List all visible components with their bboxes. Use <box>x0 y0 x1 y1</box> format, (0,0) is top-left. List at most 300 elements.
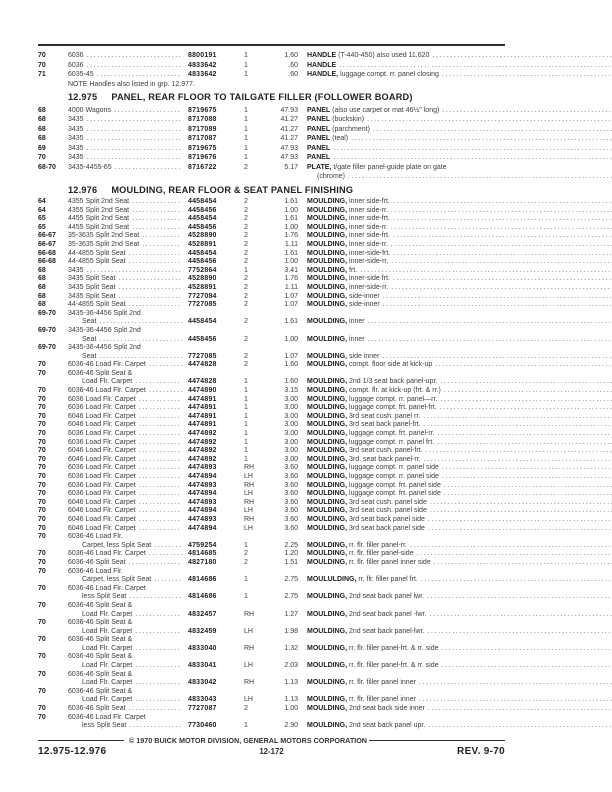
row-description <box>298 125 612 135</box>
row-price: 3.00 <box>284 412 298 420</box>
row-model <box>68 464 188 473</box>
row-description-detail: compt. flr. at kick-up (frt. & rr.) <box>347 387 441 395</box>
row-description-noun: PANEL <box>307 116 331 123</box>
dot-leader <box>118 275 182 284</box>
row-description-line <box>307 318 612 327</box>
row-years: 70 <box>38 430 46 438</box>
dot-leader <box>383 293 612 302</box>
row-qty: 1 <box>244 447 248 455</box>
table-row <box>38 413 505 422</box>
row-model <box>68 533 188 550</box>
row-price: 1.20 <box>284 550 298 558</box>
row-description-line <box>307 705 612 714</box>
dot-leader <box>417 550 612 559</box>
table-row <box>38 602 505 619</box>
table-row <box>38 550 505 559</box>
row-qty: RH <box>244 498 255 506</box>
row-description-detail: side inner <box>347 352 380 360</box>
dot-leader <box>442 473 612 482</box>
row-description-line <box>307 490 612 499</box>
row-description-detail: 3rd seat cush. panel side <box>347 498 427 506</box>
row-description <box>298 439 612 448</box>
row-model <box>68 559 188 568</box>
row-model-text: 6036-46 Load Flr. Carpet <box>68 387 146 395</box>
row-qty: 2 <box>244 335 248 343</box>
row-model-line <box>68 473 182 482</box>
row-qty: 2 <box>244 258 248 266</box>
copyright-text: © 1970 BUICK MOTOR DIVISION, GENERAL MOTORS CORPORATION <box>129 736 367 745</box>
row-description <box>298 198 612 207</box>
dot-leader <box>428 516 612 525</box>
row-price: 3.00 <box>284 395 298 403</box>
row-description-noun: MOULDING, <box>307 198 348 205</box>
row-qty: 2 <box>244 361 248 369</box>
row-years: 70 <box>38 473 46 480</box>
section-rows <box>38 198 505 731</box>
row-part-number: 8716722 <box>188 163 217 171</box>
row-qty: 2 <box>244 223 248 231</box>
row-price: 47.93 <box>280 106 298 114</box>
row-description-line <box>307 550 612 559</box>
row-qty: 2 <box>244 301 248 309</box>
row-description-line <box>307 628 612 637</box>
row-part-number: 4474892 <box>188 438 217 446</box>
row-description-noun: PANEL <box>307 154 331 161</box>
row-model-text: 6046 Load Flr. Carpet <box>68 515 136 523</box>
row-model-text: 6036-46 Load Flr. Carpet <box>68 361 146 369</box>
row-description-detail: inner side-frt. <box>347 198 390 205</box>
row-years: 70 <box>38 455 46 463</box>
row-description <box>298 628 612 637</box>
row-model-text: 4455 Split 2nd Seat <box>68 215 130 223</box>
table-row <box>38 370 505 387</box>
dot-leader <box>421 576 612 585</box>
row-description-detail: inner side-rr. <box>347 206 388 214</box>
section-title: MOULDING, REAR FLOOR & SEAT PANEL FINISHING <box>111 184 354 195</box>
row-description-line <box>307 542 612 551</box>
row-qty: 1 <box>244 52 248 59</box>
row-part-number: 4474891 <box>188 404 217 412</box>
table-row <box>38 636 505 653</box>
row-qty: 1 <box>244 404 248 412</box>
row-model-line <box>68 430 182 439</box>
dot-leader <box>368 336 612 345</box>
row-qty: 1 <box>244 387 248 395</box>
dot-leader <box>424 456 612 465</box>
row-description-detail: side-inner <box>347 292 380 300</box>
table-row <box>38 559 505 568</box>
row-description <box>298 378 612 387</box>
row-description-line <box>307 125 612 135</box>
row-model-text: 3435-36-4456 Split 2nd <box>68 326 141 334</box>
row-description <box>298 134 612 144</box>
row-price: 1.60 <box>284 378 298 386</box>
row-price: 1.61 <box>284 318 298 326</box>
row-description <box>298 430 612 439</box>
row-description-noun: MOULDING, <box>307 266 348 274</box>
row-model-line <box>68 163 182 173</box>
row-model-text: 44-4855 Split Seat <box>68 249 126 257</box>
row-model-line-2 <box>68 336 182 345</box>
row-model <box>68 61 188 71</box>
row-description-detail: rr. flr. filler panel frt. <box>356 576 418 584</box>
dot-leader <box>139 507 182 516</box>
row-years: 70 <box>38 52 46 59</box>
table-row <box>38 525 505 534</box>
row-part-number: 4458454 <box>188 318 217 326</box>
table-row <box>38 430 505 439</box>
row-description-noun: MOULDING, <box>307 627 348 635</box>
row-description <box>298 336 612 345</box>
row-years: 70 <box>38 404 46 412</box>
row-description-line <box>307 115 612 125</box>
row-model-line <box>68 456 182 465</box>
note-line: NOTE Handles also listed in grp. 12.977. <box>68 80 195 88</box>
row-model-text: 6035-45 <box>68 71 94 78</box>
row-description <box>298 387 612 396</box>
row-model-text: 3435-36-4456 Split 2nd <box>68 309 141 317</box>
footer-revision: REV. 9-70 <box>457 746 505 757</box>
row-description <box>298 464 612 473</box>
row-model-text: 6036 Load Flr. Carpet <box>68 481 136 489</box>
row-price: 3.15 <box>284 387 298 395</box>
dot-leader <box>444 387 612 396</box>
row-qty: LH <box>244 490 253 498</box>
row-part-number: 4474891 <box>188 421 217 429</box>
dot-leader <box>115 163 182 173</box>
row-qty: 2 <box>244 705 248 713</box>
row-description-detail: (parchment) <box>330 125 370 133</box>
dot-leader <box>393 250 612 259</box>
row-model-line <box>68 144 182 154</box>
row-model <box>68 241 188 250</box>
row-model <box>68 70 188 80</box>
row-description-line <box>307 525 612 534</box>
row-years: 64 <box>38 198 46 205</box>
row-price: 1.61 <box>284 198 298 205</box>
row-model-text-2: Load Flr. Carpet <box>82 696 133 704</box>
row-model <box>68 284 188 293</box>
row-model-line <box>68 507 182 516</box>
row-description <box>298 593 612 602</box>
table-row <box>38 499 505 508</box>
row-description-noun: MOULDING, <box>307 550 348 558</box>
row-description <box>298 258 612 267</box>
row-years: 68 <box>38 116 46 123</box>
row-model-line <box>68 413 182 422</box>
row-description <box>298 404 612 413</box>
row-model <box>68 293 188 302</box>
row-description-detail: 3rd seat cush. panel rr. <box>347 412 421 420</box>
dot-leader <box>142 232 182 241</box>
row-qty: RH <box>244 679 255 687</box>
row-model-line <box>68 250 182 259</box>
row-description <box>298 482 612 491</box>
row-price: 1.13 <box>284 696 298 704</box>
row-model-text-2: less Split Seat <box>82 722 127 730</box>
row-description-detail: rr. flr. filler panel inner <box>347 696 416 704</box>
row-part-number: 4832459 <box>188 627 217 635</box>
dot-leader <box>391 258 612 267</box>
row-years: 65 <box>38 215 46 223</box>
row-part-number: 4474891 <box>188 412 217 420</box>
table-row <box>38 653 505 670</box>
row-description-noun: MOULDING, <box>307 515 348 523</box>
row-years: 66-67 <box>38 232 56 240</box>
row-model-text: 6046 Load Flr. Carpet <box>68 447 136 455</box>
row-price: 41.27 <box>280 135 298 142</box>
row-description-line <box>307 258 612 267</box>
row-years: 70 <box>38 490 46 498</box>
dot-leader <box>427 593 612 602</box>
dot-leader <box>393 215 612 224</box>
row-qty: 2 <box>244 292 248 300</box>
dot-leader <box>428 722 612 731</box>
section-number: 12.975 <box>68 92 98 102</box>
row-description-noun: MOULDING, <box>307 447 348 455</box>
dot-leader <box>440 396 612 405</box>
table-row <box>38 705 505 714</box>
dot-leader <box>333 144 612 154</box>
row-description-noun: MOULDING, <box>307 387 348 395</box>
row-model-text: 6036 Load Flr. Carpet <box>68 430 136 438</box>
row-price: 1.11 <box>284 240 298 248</box>
dot-leader <box>139 473 182 482</box>
dot-leader <box>139 490 182 499</box>
row-description <box>298 705 612 714</box>
row-description-noun: MOULDING, <box>307 705 348 713</box>
section-header <box>68 186 505 196</box>
row-description-noun: MOULDING, <box>307 240 348 248</box>
row-description-detail: luggage compt. rr. panel frt. <box>347 438 435 446</box>
row-model-line <box>68 619 182 628</box>
table-row <box>38 258 505 267</box>
row-description-noun: MOULDING, <box>307 412 348 420</box>
row-description-line <box>307 645 612 654</box>
row-years: 70 <box>38 387 46 395</box>
row-description-line <box>307 439 612 448</box>
row-part-number: 4474890 <box>188 387 217 395</box>
row-price: 3.00 <box>284 404 298 412</box>
row-model <box>68 232 188 241</box>
row-description-noun: MOULDING, <box>307 404 348 412</box>
row-model <box>68 507 188 516</box>
row-description-detail: luggage compt. frt. panel side <box>347 481 441 489</box>
dot-leader <box>442 70 612 80</box>
row-model <box>68 396 188 405</box>
parts-section <box>38 186 505 731</box>
row-years: 66-67 <box>38 240 56 248</box>
row-model-text-2: Seat <box>82 318 97 326</box>
row-part-number: 4474894 <box>188 473 217 480</box>
row-part-number: 8717089 <box>188 125 217 133</box>
row-description-detail: 2nd seat back panel-lwr. <box>347 627 425 635</box>
dot-leader <box>129 559 182 568</box>
row-model-text: 6036 <box>68 52 84 59</box>
row-description <box>298 447 612 456</box>
row-qty: RH <box>244 610 255 618</box>
row-description-noun: PANEL <box>307 125 331 133</box>
row-price: 3.60 <box>284 490 298 498</box>
row-description-detail: (buckskin) <box>330 116 365 123</box>
row-description-line <box>307 284 612 293</box>
row-model <box>68 215 188 224</box>
row-part-number: 4458456 <box>188 335 217 343</box>
dot-leader <box>383 301 612 310</box>
row-model-line <box>68 636 182 645</box>
row-years: 68 <box>38 292 46 300</box>
row-description-line <box>307 224 612 233</box>
row-part-number: 4474893 <box>188 498 217 506</box>
row-description-detail: inner side-frt. <box>347 232 390 240</box>
row-description-line <box>307 516 612 525</box>
row-years: 70 <box>38 438 46 446</box>
row-qty: 2 <box>244 198 248 205</box>
row-model-line <box>68 284 182 293</box>
table-row <box>38 327 505 344</box>
row-description <box>298 645 612 654</box>
dot-leader <box>132 198 182 207</box>
row-years: 70 <box>38 567 46 575</box>
row-description-noun: MOULDING, <box>307 258 348 266</box>
row-model <box>68 499 188 508</box>
row-model <box>68 310 188 327</box>
dot-leader <box>129 258 182 267</box>
row-description-noun: MOULDING, <box>307 421 348 429</box>
row-model-line <box>68 387 182 396</box>
dot-leader <box>154 542 182 551</box>
row-price: 1.00 <box>284 705 298 713</box>
dot-leader <box>139 439 182 448</box>
dot-leader <box>99 336 182 345</box>
row-description-noun: MOULDING, <box>307 275 348 283</box>
row-model-line <box>68 241 182 250</box>
row-model <box>68 361 188 370</box>
dot-leader <box>154 576 182 585</box>
row-qty: 1 <box>244 455 248 463</box>
row-model <box>68 473 188 482</box>
row-part-number: 4474894 <box>188 490 217 498</box>
row-years: 70 <box>38 369 46 377</box>
row-model-line <box>68 525 182 534</box>
row-part-number: 4474828 <box>188 378 217 386</box>
row-part-number: 4832457 <box>188 610 217 618</box>
row-description <box>298 318 612 327</box>
dot-leader <box>391 241 612 250</box>
row-description-detail: frt. <box>347 266 358 274</box>
row-description-detail: 3rd seat cush. panel side <box>347 507 427 515</box>
row-price: .60 <box>288 61 298 69</box>
row-model <box>68 207 188 216</box>
dot-leader <box>139 482 182 491</box>
row-model <box>68 447 188 456</box>
row-years: 68 <box>38 125 46 133</box>
row-model-line <box>68 198 182 207</box>
row-description-detail: luggage compt. rr. panel side <box>347 473 439 480</box>
dot-leader <box>393 198 612 207</box>
dot-leader <box>423 413 612 422</box>
row-description <box>298 232 612 241</box>
row-description-noun: MOULDING, <box>307 335 348 343</box>
dot-leader <box>393 232 612 241</box>
row-description-noun: MOULDING, <box>307 507 348 515</box>
row-qty: 2 <box>244 275 248 283</box>
row-part-number: 7727085 <box>188 301 217 309</box>
row-description-line <box>307 144 612 154</box>
row-price: 1.00 <box>284 258 298 266</box>
row-years: 70 <box>38 412 46 420</box>
row-qty: 1 <box>244 430 248 438</box>
row-model <box>68 456 188 465</box>
row-description-detail: inner-side frt. <box>347 275 390 283</box>
dot-leader <box>149 550 182 559</box>
row-model <box>68 490 188 499</box>
row-description <box>298 241 612 250</box>
row-years: 70 <box>38 498 46 506</box>
row-part-number: 7727085 <box>188 352 217 360</box>
row-model <box>68 275 188 284</box>
dot-leader <box>87 134 182 144</box>
row-description <box>298 144 612 154</box>
row-model-line <box>68 559 182 568</box>
row-description-detail: rr. flr. filler panel-rr. <box>347 541 407 549</box>
row-description-noun: MOULDING, <box>307 498 348 506</box>
row-model <box>68 439 188 448</box>
dot-leader <box>432 51 612 61</box>
row-part-number: 4474892 <box>188 447 217 455</box>
row-price: 2.75 <box>284 576 298 584</box>
table-row <box>38 310 505 327</box>
row-model-line <box>68 106 182 116</box>
row-description-line <box>307 421 612 430</box>
row-model-line <box>68 421 182 430</box>
row-model-line-2 <box>68 378 182 387</box>
dot-leader <box>440 404 612 413</box>
row-description-detail: inner-side-rr. <box>347 258 389 266</box>
row-part-number: 7727087 <box>188 705 217 713</box>
row-model-text-2: Load Flr. Carpet <box>82 378 133 386</box>
dot-leader <box>139 430 182 439</box>
dot-leader <box>424 421 612 430</box>
row-description-line <box>307 696 612 705</box>
row-model-line <box>68 688 182 697</box>
row-part-number: 4759254 <box>188 541 217 549</box>
row-description-line <box>307 464 612 473</box>
row-price: 3.00 <box>284 430 298 438</box>
row-description-line <box>307 336 612 345</box>
row-part-number: 4474894 <box>188 524 217 532</box>
row-qty: 2 <box>244 550 248 558</box>
dot-leader <box>139 447 182 456</box>
row-description-detail: compt. floor side at kick-up <box>347 361 433 369</box>
row-description <box>298 396 612 405</box>
row-qty: 1 <box>244 722 248 730</box>
row-model <box>68 636 188 653</box>
table-row <box>38 361 505 370</box>
row-qty: 1 <box>244 412 248 420</box>
row-description-line <box>307 250 612 259</box>
row-description-noun: MOULDING, <box>307 696 348 704</box>
dot-leader <box>129 705 182 714</box>
dot-leader <box>149 387 182 396</box>
row-model-line <box>68 671 182 680</box>
dot-leader <box>435 361 612 370</box>
row-price: 3.60 <box>284 498 298 506</box>
row-model-line-2 <box>68 645 182 654</box>
row-description-noun: MOULDING, <box>307 644 348 652</box>
dot-leader <box>434 559 612 568</box>
row-model-line-2 <box>68 542 182 551</box>
